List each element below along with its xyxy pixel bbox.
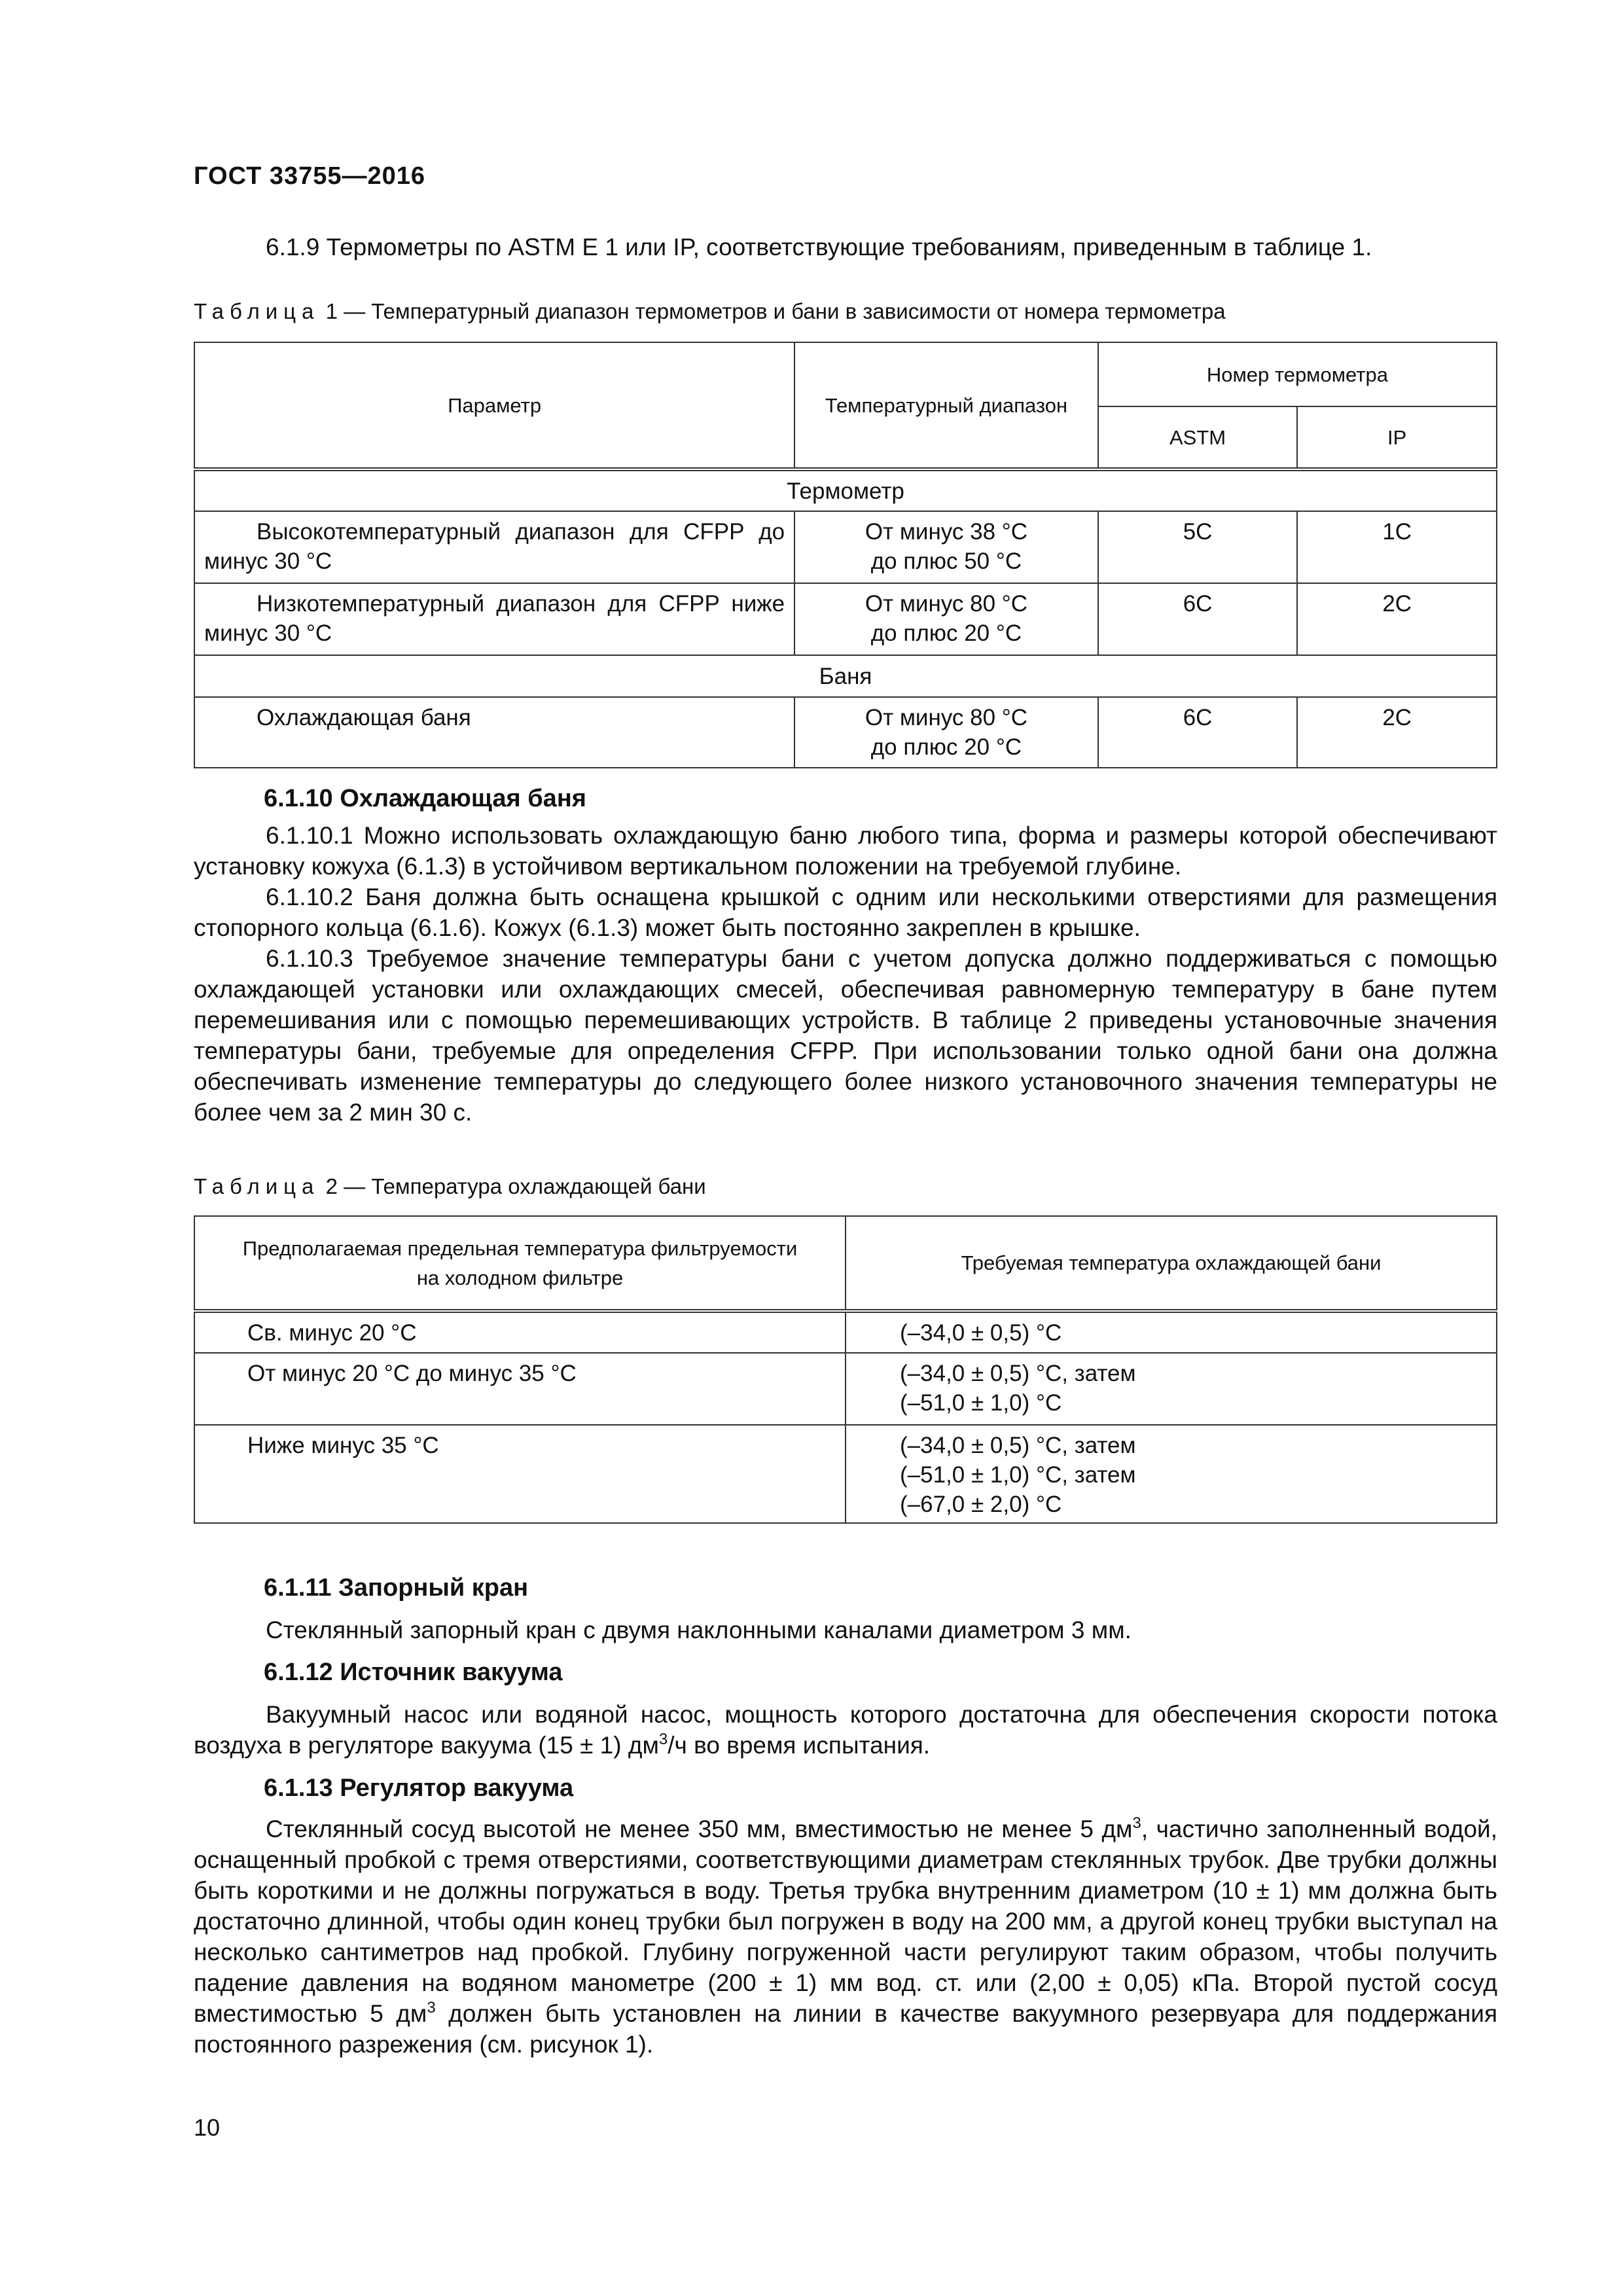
table-cell-line: до плюс 20 °С bbox=[870, 734, 1022, 760]
document-header: ГОСТ 33755—2016 bbox=[194, 162, 426, 190]
table-cell-line: От минус 38 °С bbox=[865, 519, 1028, 545]
table-cell: Св. минус 20 °С bbox=[194, 1311, 846, 1353]
table-cell: 6С bbox=[1098, 697, 1298, 768]
paragraph-text: Стеклянный сосуд высотой не менее 350 мм, вместимостью не менее 5 дм bbox=[266, 1816, 1133, 1842]
paragraph-text: Вакуумный насос или водяной насос, мощность которого достаточна для обеспечения скорости потока воздуха в регуляторе вакуума (15 ± 1) дм bbox=[194, 1701, 1497, 1759]
table-cell: 1С bbox=[1297, 511, 1497, 583]
paragraph-text: должен быть установлен на линии в качестве вакуумного резервуара для поддержания постоянного разрежения (см. рисунок 1). bbox=[194, 2000, 1498, 2058]
table-cell-line: до плюс 50 °С bbox=[870, 548, 1022, 574]
table1-caption bbox=[194, 299, 1226, 324]
table1-caption-label: Таблица bbox=[194, 299, 320, 323]
paragraph-6-1-9: 6.1.9 Термометры по ASTM E 1 или IP, соответствующие требованиям, приведенным в таблице 1. bbox=[266, 234, 1372, 260]
table-cell bbox=[794, 583, 1098, 655]
table-cell bbox=[846, 1353, 1497, 1425]
table1-header-number: Номер термометра bbox=[1098, 342, 1497, 406]
table2-caption-label: Таблица bbox=[194, 1174, 320, 1198]
table-cell-line: до плюс 20 °С bbox=[870, 620, 1022, 646]
paragraph-text: , частично заполненный водой, оснащенный пробкой с тремя отверстиями, соответствующими диаметрам стеклянных трубок. Две трубки должны быть короткими и не должны погружаться в воду. Третья трубка внутренним диаметром (10 ± 1) мм должна быть достаточно длинной, чтобы один конец трубки был погружен в воду на 200 мм, а другой конец трубки выступал на несколько сантиметров над пробкой. Глубину погруженной части регулируют таким образом, чтобы получить падение давления на водяном манометре (200 ± 1) мм вод. ст. или (2,00 ± 0,05) кПа. Второй пустой сосуд вместимостью 5 дм bbox=[194, 1816, 1497, 2027]
table-cell-line: (–67,0 ± 2,0) °С bbox=[900, 1492, 1062, 1517]
table-cell bbox=[794, 511, 1098, 583]
table-cell-line: (–34,0 ± 0,5) °С, затем bbox=[900, 1433, 1136, 1458]
paragraph-6-1-10-2: 6.1.10.2 Баня должна быть оснащена крышкой с одним или несколькими отверстиями для размещения стопорного кольца (6.1.6). Кожух (6.1.3) может быть постоянно закреплен в крышке. bbox=[194, 884, 1497, 941]
table-cell: Низкотемпературный диапазон для CFPP ниже минус 30 °С bbox=[194, 583, 794, 655]
table2 bbox=[194, 1215, 1497, 1524]
paragraph-text: /ч во время испытания. bbox=[668, 1732, 931, 1759]
heading-6-1-13: 6.1.13 Регулятор вакуума bbox=[264, 1774, 574, 1802]
table1-header-astm: ASTM bbox=[1098, 406, 1298, 469]
table2-header-expected bbox=[194, 1216, 846, 1311]
table1-header-param: Параметр bbox=[194, 342, 794, 469]
heading-6-1-11: 6.1.11 Запорный кран bbox=[264, 1574, 529, 1602]
paragraph-6-1-11: Стеклянный запорный кран с двумя наклонными каналами диаметром 3 мм. bbox=[266, 1617, 1132, 1643]
table2-caption bbox=[194, 1174, 706, 1199]
superscript: 3 bbox=[658, 1731, 668, 1748]
table-cell: 2С bbox=[1297, 697, 1497, 768]
table-cell bbox=[846, 1425, 1497, 1523]
table2-header-line: на холодном фильтре bbox=[416, 1266, 624, 1289]
superscript: 3 bbox=[1132, 1814, 1141, 1832]
table-cell: Высокотемпературный диапазон для CFPP до минус 30 °С bbox=[194, 511, 794, 583]
table1-caption-text: 1 — Температурный диапазон термометров и бани в зависимости от номера термометра bbox=[325, 299, 1226, 323]
table-cell: 2С bbox=[1297, 583, 1497, 655]
heading-6-1-10: 6.1.10 Охлаждающая баня bbox=[264, 785, 586, 812]
table-cell: От минус 20 °С до минус 35 °С bbox=[194, 1353, 846, 1425]
table-cell-line: (–34,0 ± 0,5) °С, затем bbox=[900, 1361, 1136, 1386]
table1-section-thermometer: Термометр bbox=[194, 469, 1497, 511]
paragraph-6-1-10-1: 6.1.10.1 Можно использовать охлаждающую баню любого типа, форма и размеры которой обеспечивают установку кожуха (6.1.3) в устойчивом вертикальном положении на требуемой глубине. bbox=[194, 822, 1497, 880]
table-cell: Ниже минус 35 °С bbox=[194, 1425, 846, 1523]
table1-header-range: Температурный диапазон bbox=[794, 342, 1098, 469]
table-cell: 6С bbox=[1098, 583, 1298, 655]
page-number: 10 bbox=[194, 2114, 221, 2141]
table-cell bbox=[794, 697, 1098, 768]
paragraph-6-1-12 bbox=[194, 1699, 1497, 1761]
table1-section-bath: Баня bbox=[194, 655, 1497, 697]
superscript: 3 bbox=[427, 1999, 436, 2017]
table2-header-line: Предполагаемая предельная температура фильтруемости bbox=[242, 1236, 798, 1260]
table1-header-ip: IP bbox=[1297, 406, 1497, 469]
table-cell-line: (–51,0 ± 1,0) °С bbox=[900, 1390, 1062, 1416]
paragraph-6-1-10-3: 6.1.10.3 Требуемое значение температуры бани с учетом допуска должно поддерживаться с помощью охлаждающей установки или охлаждающих смесей, обеспечивая равномерную температуру в бане путем перемешивания или с помощью перемешивающих устройств. В таблице 2 приведены установочные значения температуры бани, требуемые для определения CFPP. При использовании только одной бани она должна обеспечивать изменение температуры до следующего более низкого установочного значения температуры не более чем за 2 мин 30 с. bbox=[194, 945, 1497, 1126]
table1 bbox=[194, 342, 1497, 768]
table-cell-line: (–51,0 ± 1,0) °С, затем bbox=[900, 1462, 1136, 1488]
table-cell: 5С bbox=[1098, 511, 1298, 583]
table-cell bbox=[846, 1311, 1497, 1353]
heading-6-1-12: 6.1.12 Источник вакуума bbox=[264, 1659, 563, 1686]
table-cell: Охлаждающая баня bbox=[194, 697, 794, 768]
paragraph-6-1-13 bbox=[194, 1814, 1497, 2060]
table2-caption-text: 2 — Температура охлаждающей бани bbox=[325, 1174, 706, 1198]
table-cell-line: От минус 80 °С bbox=[865, 591, 1028, 617]
table2-header-required: Требуемая температура охлаждающей бани bbox=[846, 1216, 1497, 1311]
table-cell-line: (–34,0 ± 0,5) °С bbox=[900, 1320, 1062, 1346]
table-cell-line: От минус 80 °С bbox=[865, 705, 1028, 730]
